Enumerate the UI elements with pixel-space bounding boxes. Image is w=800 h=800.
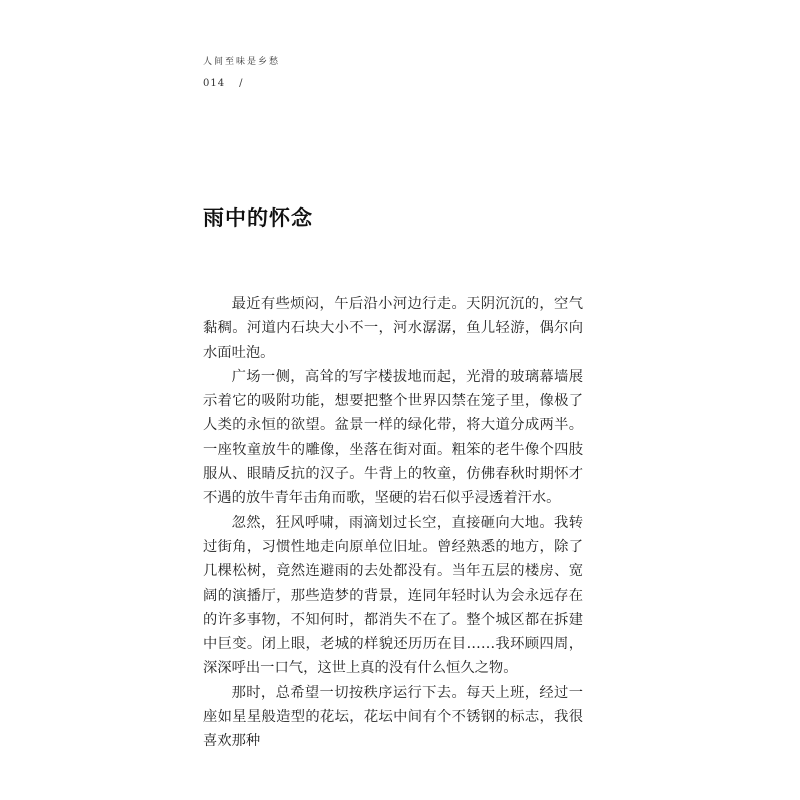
page-number-line [203,78,243,89]
page-number-separator: / [239,78,244,89]
page-number: 014 [203,78,226,89]
body-text [203,292,583,754]
paragraph: 忽然，狂风呼啸，雨滴划过长空，直接砸向大地。我转过街角，习惯性地走向原单位旧址。曾经熟悉的地方，除了几棵松树，竟然连避雨的去处都没有。当年五层的楼房、宽阔的演播厅，那些造梦的背景，连同年轻时认为会永远存在的许多事物，不知何时，都消失不在了。整个城区都在拆建中巨变。闭上眼，老城的样貌还历历在目……我环顾四周，深深呼出一口气，这世上真的没有什么恒久之物。 [203,514,583,677]
paragraph: 广场一侧，高耸的写字楼拔地而起，光滑的玻璃幕墙展示着它的吸附功能，想要把整个世界囚禁在笼子里，像极了人类的永恒的欲望。盆景一样的绿化带，将大道分成两半。一座牧童放牛的雕像，坐落在街对面。粗笨的老牛像个四肢服从、眼睛反抗的汉子。牛背上的牧童，仿佛春秋时期怀才不遇的放牛青年击角而歌，坚硬的岩石似乎浸透着汗水。 [203,368,583,507]
paragraph: 最近有些烦闷，午后沿小河边行走。天阴沉沉的，空气黏稠。河道内石块大小不一，河水潺潺，鱼儿轻游，偶尔向水面吐泡。 [203,296,583,361]
chapter-title: 雨中的怀念 [203,206,313,230]
running-head: 人间至味是乡愁 [203,57,281,67]
paragraph: 那时，总希望一切按秩序运行下去。每天上班，经过一座如星星般造型的花坛，花坛中间有个不锈钢的标志，我很喜欢那种 [203,684,583,750]
